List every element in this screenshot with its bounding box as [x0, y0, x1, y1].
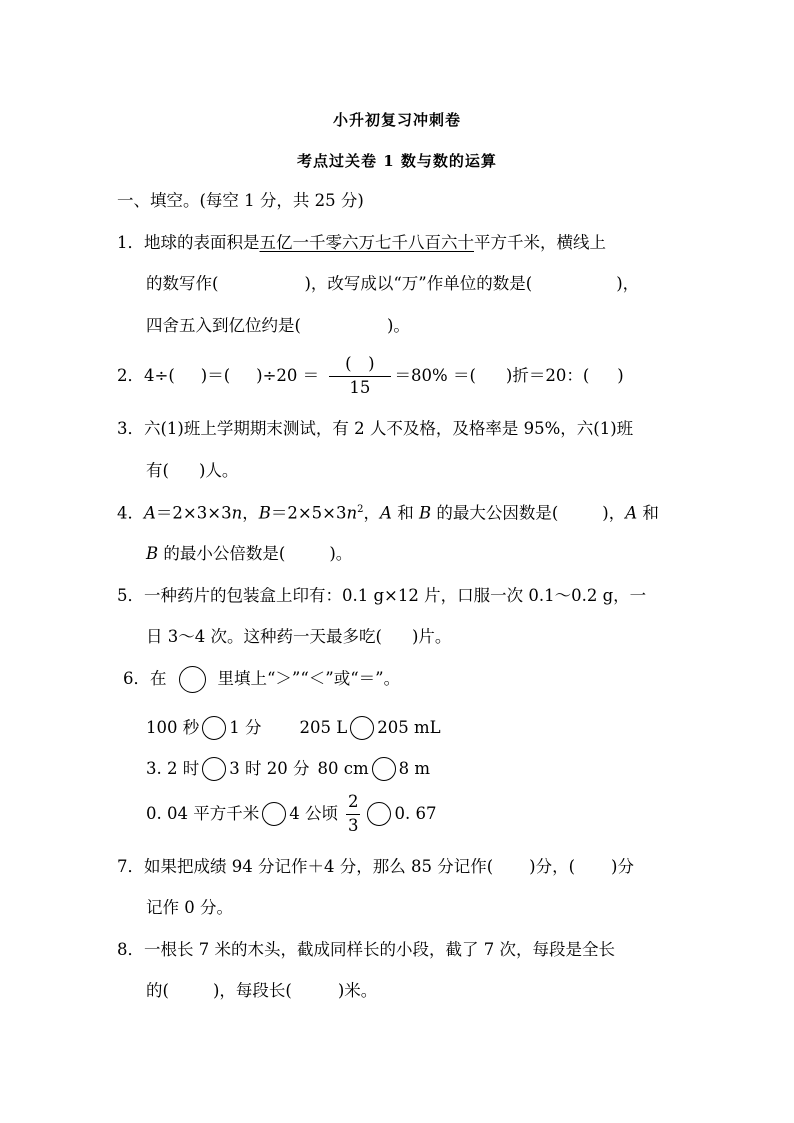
question-4-line-1: 4．A＝2×3×3n，$B=2\times 5\times 3n^2$，A 和 B 的最大公因数是( )，A 和 [117, 503, 659, 523]
question-number: 5． [117, 586, 144, 605]
compare-circle[interactable] [367, 802, 391, 826]
question-7-line-2: 记作 0 分。 [146, 898, 233, 917]
question-1-line-1: 1．地球的表面积是五亿一千零六万七千八百六十平方千米，横线上 [117, 233, 606, 252]
compare-row-2: 3. 2 时 3 时 20 分 80 cm 8 m [146, 755, 430, 783]
compare-circle[interactable] [372, 757, 396, 781]
compare-circle[interactable] [202, 716, 226, 740]
underlined-number-text: 五亿一千零六万七千八百六十 [259, 233, 474, 252]
question-number: 3． [117, 419, 144, 438]
compare-circle[interactable] [202, 757, 226, 781]
question-5-line-2: 日 3～4 次。这种药一天最多吃( )片。 [146, 627, 452, 646]
question-6-prompt: 6． 在 里填上“＞”“＜”或“＝”。 [123, 665, 400, 693]
question-number: 8． [117, 940, 144, 959]
question-8-line-2: 的( )，每段长( )米。 [146, 981, 378, 1000]
question-number: 2． [117, 365, 144, 385]
question-number: 6． [123, 668, 150, 688]
compare-row-3: 0. 04 平方千米 4 公顷 $\frac{2}{3}$ 0. 67 [146, 792, 437, 835]
question-number: 1． [117, 233, 144, 252]
compare-circle[interactable] [350, 716, 374, 740]
question-number: 4． [117, 503, 144, 523]
question-8-line-1: 8．一根长 7 米的木头，截成同样长的小段，截了 7 次，每段是全长 [117, 940, 615, 959]
question-3-line-1: 3．六(1)班上学期期末测试，有 2 人不及格，及格率是 95%，六(1)班 [117, 419, 634, 438]
page-title: 小升初复习冲刺卷 [332, 111, 461, 129]
section-heading: 一、填空。(每空 1 分，共 25 分) [117, 191, 364, 210]
fraction: $\frac{2}{3}$ [347, 792, 359, 835]
question-number: 7． [117, 857, 144, 876]
fraction: $\frac{( )}{15}$ [329, 355, 390, 397]
question-3-line-2: 有( )人。 [146, 461, 239, 480]
question-1-line-2: 的数写作( )，改写成以“万”作单位的数是( )， [146, 274, 640, 293]
question-7-line-1: 7．如果把成绩 94 分记作＋4 分，那么 85 分记作( )分，( )分 [117, 857, 634, 876]
circle-icon [179, 666, 206, 693]
question-4-line-2: B 的最小公倍数是( )。 [146, 544, 353, 563]
compare-circle[interactable] [262, 802, 286, 826]
question-2: 2． 4÷( )＝( )÷20 ＝ $\frac{( )}{15}$ ＝80% ＝( )折＝20：( ) [117, 353, 624, 397]
question-5-line-1: 5．一种药片的包装盒上印有：0.1 g×12 片，口服一次 0.1～0.2 g，一 [117, 586, 647, 605]
compare-row-1: 100 秒 1 分 205 L 205 mL [146, 714, 441, 742]
page-subtitle: 考点过关卷 1 数与数的运算 [297, 152, 497, 170]
question-1-line-3: 四舍五入到亿位约是( )。 [146, 316, 410, 335]
